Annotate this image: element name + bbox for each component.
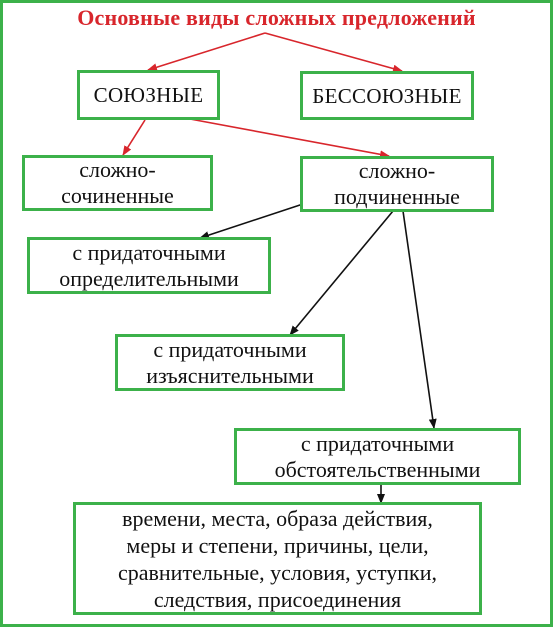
node-obstoyat-line1: с придаточными	[300, 430, 455, 456]
arrow-podch-to-izyasnit	[290, 211, 393, 335]
node-obstoyat-line2: обстоятельственными	[274, 456, 481, 482]
node-soyuznye	[77, 70, 220, 120]
node-vidy-obstoyatelstvennyh	[73, 502, 482, 615]
node-slozhnosoch-line2: сочиненные	[61, 183, 174, 208]
diagram-title: Основные виды сложных предложений	[77, 5, 476, 30]
node-izyasnitelnye	[115, 334, 345, 391]
node-obstoyatelstvennye	[234, 428, 521, 485]
arrow-title-to-soyuznye	[148, 33, 265, 70]
arrow-podch-to-obstoyat	[403, 211, 434, 428]
node-soyuznye-label: СОЮЗНЫЕ	[93, 83, 204, 107]
node-izyasnit-line1: с придаточными	[153, 336, 307, 362]
arrow-title-to-bessoyuznye	[265, 33, 402, 71]
node-opredelit-line2: определительными	[59, 265, 239, 291]
node-slozhnosochinennye	[22, 155, 213, 211]
node-vidy-line2: меры и степени, причины, цели,	[126, 532, 429, 558]
node-slozhnopodch-line2: подчиненные	[334, 184, 460, 209]
node-vidy-line4: следствия, присоединения	[153, 586, 402, 612]
arrow-podch-to-opredelit	[200, 204, 303, 238]
arrow-soyuznye-to-slozhnosoch	[123, 120, 145, 155]
node-opredelitelnye	[27, 237, 271, 294]
node-slozhnopodchinennye	[300, 156, 494, 212]
node-vidy-line3: сравнительные, условия, уступки,	[117, 559, 438, 585]
node-opredelit-line1: с придаточными	[72, 239, 226, 265]
arrow-soyuznye-to-slozhnopodch	[190, 119, 389, 156]
node-izyasnit-line2: изъяснительными	[146, 362, 314, 388]
node-vidy-line1: времени, места, образа действия,	[122, 505, 433, 531]
node-bessoyuznye-label: БЕССОЮЗНЫЕ	[312, 83, 462, 108]
node-bessoyuznye	[300, 71, 474, 120]
node-slozhnopodch-line1: сложно-	[358, 158, 436, 183]
node-slozhnosoch-line1: сложно-	[79, 157, 156, 182]
